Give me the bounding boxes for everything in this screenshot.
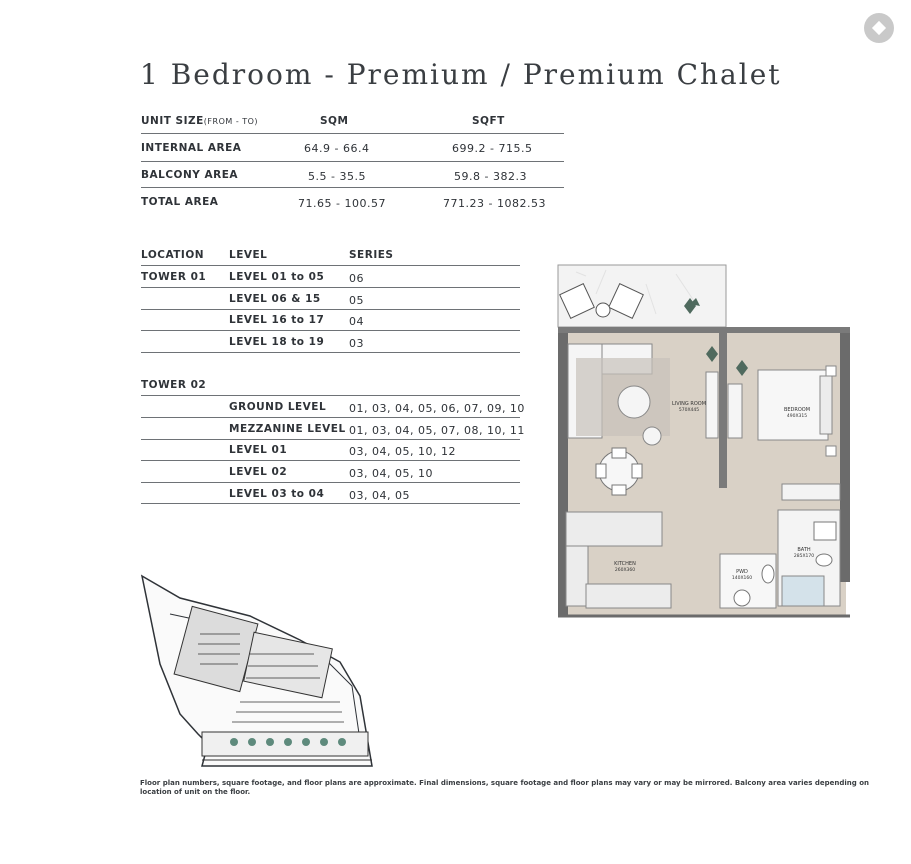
sink-icon: [762, 565, 774, 583]
divider: [141, 309, 520, 310]
divider: [141, 161, 564, 162]
series-cell: 05: [349, 294, 364, 307]
level-cell: LEVEL 06 & 15: [229, 293, 321, 305]
row-sqm: 5.5 - 35.5: [308, 170, 366, 183]
header-unit-size: UNIT SIZE(FROM - TO): [141, 115, 259, 127]
series-cell: 01, 03, 04, 05, 06, 07, 09, 10: [349, 402, 525, 415]
row-label: INTERNAL AREA: [141, 142, 242, 154]
tower-name: TOWER 01: [141, 271, 207, 283]
header-location: LOCATION: [141, 249, 205, 261]
level-cell: GROUND LEVEL: [229, 401, 327, 413]
header-sqm: SQM: [320, 115, 349, 127]
room-label-pwd: PWD: [736, 569, 748, 575]
side-table-icon: [596, 303, 610, 317]
tv-unit: [706, 372, 718, 438]
row-sqft: 59.8 - 382.3: [454, 170, 527, 183]
divider: [141, 287, 520, 288]
room-dims-pwd: 140X160: [731, 576, 753, 581]
divider: [141, 460, 520, 461]
room-dims-bedroom: 490X315: [786, 414, 808, 419]
level-cell: LEVEL 03 to 04: [229, 488, 325, 500]
tower-name: TOWER 02: [141, 379, 207, 391]
header-level: LEVEL: [229, 249, 268, 261]
row-sqm: 64.9 - 66.4: [304, 142, 370, 155]
kitchen-counter: [566, 512, 662, 546]
row-sqft: 699.2 - 715.5: [452, 142, 533, 155]
room-label-bedroom: BEDROOM: [783, 407, 811, 413]
room-label-living: LIVING ROOM: [671, 401, 707, 407]
room-label-kitchen: KITCHEN: [614, 561, 636, 567]
row-sqm: 71.65 - 100.57: [298, 197, 386, 210]
divider: [141, 395, 520, 396]
series-cell: 03: [349, 337, 364, 350]
wardrobe: [782, 484, 840, 500]
series-cell: 03, 04, 05: [349, 489, 410, 502]
divider: [141, 187, 564, 188]
divider: [141, 265, 520, 266]
header-series: SERIES: [349, 249, 394, 261]
level-cell: LEVEL 16 to 17: [229, 314, 325, 326]
diamond-badge-icon: [864, 13, 894, 43]
level-cell: LEVEL 01 to 05: [229, 271, 325, 283]
toilet-icon: [816, 554, 832, 566]
divider: [141, 503, 520, 504]
level-cell: LEVEL 18 to 19: [229, 336, 325, 348]
room-dims-living: 570X445: [678, 408, 700, 413]
page-title: 1 Bedroom - Premium / Premium Chalet: [140, 58, 782, 91]
divider: [141, 352, 520, 353]
divider: [141, 330, 520, 331]
series-cell: 01, 03, 04, 05, 07, 08, 10, 11: [349, 424, 525, 437]
row-label: BALCONY AREA: [141, 169, 239, 181]
level-cell: LEVEL 02: [229, 466, 288, 478]
site-key-plan: [140, 574, 376, 770]
divider: [141, 133, 564, 134]
bed-icon: [758, 370, 828, 440]
series-cell: 03, 04, 05, 10: [349, 467, 433, 480]
coffee-table-icon: [618, 386, 650, 418]
room-dims-bath: 285X170: [793, 554, 815, 559]
header-sqft: SQFT: [472, 115, 505, 127]
level-cell: LEVEL 01: [229, 444, 288, 456]
floor-plan: [556, 264, 852, 620]
sink-icon: [814, 522, 836, 540]
row-label: TOTAL AREA: [141, 196, 219, 208]
toilet-icon: [734, 590, 750, 606]
series-cell: 03, 04, 05, 10, 12: [349, 445, 456, 458]
series-cell: 04: [349, 315, 364, 328]
divider: [141, 439, 520, 440]
divider: [141, 417, 520, 418]
disclaimer-footnote: Floor plan numbers, square footage, and floor plans are approximate. Final dimensions, square footage and floor plans may vary or may be mirrored. Balcony area varies depending on location of unit on the floor.: [140, 779, 870, 796]
room-dims-kitchen: 260X360: [614, 568, 636, 573]
level-cell: MEZZANINE LEVEL: [229, 423, 346, 435]
shower-icon: [782, 576, 824, 606]
row-sqft: 771.23 - 1082.53: [443, 197, 546, 210]
divider: [141, 482, 520, 483]
series-cell: 06: [349, 272, 364, 285]
room-label-bath: BATH: [797, 547, 811, 553]
